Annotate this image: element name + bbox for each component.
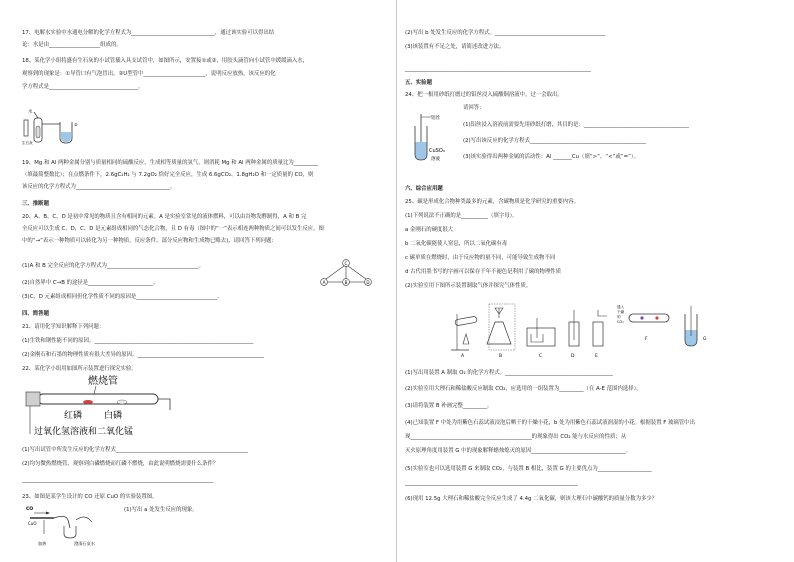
section-3-heading: 三、推断题 — [22, 201, 49, 207]
combustion-tube-label: 燃烧管 — [88, 376, 118, 387]
q25-line-1: 25、碳是形成化合物种类最多的元素，含碳物质是化学研究的重要内容。 — [405, 199, 579, 205]
f-text-2: 干燥 — [617, 310, 625, 314]
label-f: F — [645, 337, 648, 342]
q19-line-2: （填最简整数比）；在点燃条件下，2.6gC₂H₂ 与 7.2gO₂ 恰好完全反应，生成 6.6gCO₂、1.8gH₂O 和一定质量的 CO，则 — [22, 172, 314, 178]
q21-line-2: (1)生铁和钢性能不同的原因。___________________________________________________________ — [22, 338, 254, 344]
white-phosphorus-label: 白磷 — [104, 411, 123, 421]
q20-line-3: 中的“→”表示一种物质可以转化为另一种物质，反应条件、部分反应物和生成物已略去)，请回答下列问题: — [22, 238, 274, 244]
q25-sub-3: (3)请将装置 B 补画完整_________。 — [405, 403, 493, 409]
q22-apparatus-figure — [26, 376, 176, 438]
label-d: D — [571, 354, 575, 359]
q23-apparatus-figure — [26, 504, 116, 548]
q24-sub-3: (3)该实验得出两种金属的活动性：Al _______Cu（填“>”、“<”或“=”）。 — [463, 154, 640, 160]
column-divider — [396, 0, 397, 562]
q23-answer-line: _____________________________________________________________________ — [405, 66, 591, 72]
q25-line-3: (2)实验室用下图所示装置制取气体并探究气体性质。 — [405, 283, 532, 289]
q20-line-2: 全反应可以生成 C、D，C、D 是元素组成相同的气态化合物，且 D 有毒（图中的“一”表示相连两种物质之间可以发生反应，图 — [22, 226, 324, 232]
heat-label: 加热 — [38, 541, 47, 546]
q25-sub-1: (1)写出用装置 A 制取 O₂ 的化学方程式。________________________________________ — [405, 370, 613, 376]
q20-relation-diagram — [316, 258, 376, 294]
f-text-1: 通入 — [617, 305, 625, 309]
q18-apparatus-figure — [22, 108, 92, 146]
node-d: D — [366, 279, 370, 285]
q17-line-2: 论：水是由___________________组成的。 — [22, 42, 122, 48]
section-6-heading: 六、综合应用题 — [405, 186, 443, 192]
q18-line-3: 学方程式是_________________________________。 — [22, 84, 144, 90]
section-5-heading: 五、实验题 — [405, 80, 432, 86]
q25-line-2: (1)下列说法不正确的是__________（填字母）。 — [405, 213, 518, 219]
section-4-heading: 四、简答题 — [22, 311, 49, 317]
q24-test-tube-figure — [409, 112, 459, 170]
q23-line: 23、如图是某学生设计的 CO 还原 CuO 的实验装置图。 — [22, 494, 158, 500]
cuso4-label: CuSO₄ — [429, 148, 445, 154]
q22-sub-1: (1)写出试管中所发生反应的化学方程式_________________________________________________ — [22, 447, 248, 453]
q21-line-1: 21、请用化学知识解释下列问题： — [22, 324, 105, 330]
q21-line-3: (2)金刚石和石墨的物理性质有很大差异的原因。_______________________________________________ — [22, 352, 265, 358]
q19-line-3: 该反应的化学方程式为___________________________________。 — [22, 184, 176, 190]
node-a: A — [322, 279, 326, 285]
node-b: B — [344, 279, 348, 285]
limewater-label: 澄清石灰水 — [74, 541, 95, 546]
q22-sub-3: _______________________________________________________________________ — [22, 477, 214, 483]
q25-sub-4c: 灭火原理角度用装置 G 中的现象解释蜡烛熄灭的原因___________________________________。 — [405, 448, 631, 454]
q18-line-1: 18、某化学小组将盛有生石灰的小试管插入具支试管中，如图所示，安置接①或②，用胶头滴管向小试管中缓缓滴入水， — [22, 58, 309, 64]
red-phosphorus-label: 红磷 — [64, 411, 83, 421]
q25-sub-6: (6)现用 12.5g 大理石和稀盐酸完全反应生成了 4.4g 二氧化碳，则该大理石中碳酸钙的质量分数为多少？ — [405, 496, 658, 502]
al-wire-label: 铝丝 — [431, 116, 440, 121]
label-b: B — [499, 354, 503, 359]
q24-ask: 请回答： — [463, 105, 485, 111]
label-e: E — [595, 354, 598, 359]
svg-text:②: ② — [74, 122, 78, 127]
solution-label: 溶液 — [431, 157, 440, 162]
q25-option-d: d 古代用墨书写的字画可以保存千年不褪色是利用了碳的物理性质 — [405, 269, 562, 275]
q19-line-1: 19、Mg 和 Al 两种金属分别与质量相同的硫酸反应，生成相等质量的氢气，则消耗 Mg 和 Al 两种金属的质量比为_________ — [22, 160, 319, 166]
label-a: A — [461, 354, 465, 359]
f-text-4: CO₂ — [617, 320, 624, 324]
q25-option-a: a 金刚石的硬度很大 — [405, 227, 454, 233]
q18-water-label: 水 — [28, 110, 33, 115]
peroxide-liquid-label: 过氧化氢溶液和二氧化锰 — [34, 427, 134, 437]
q22-line: 22、某化学小组用如图所示装置进行探究实验。 — [22, 366, 137, 372]
q20-line-1: 20、A、B、C、D 是初中常见的物质且含有相同的元素。A 是实验室常见的液体燃料，可以由谷物发酵制得，A 和 B 完 — [22, 214, 307, 220]
q25-apparatus-figure — [447, 300, 717, 358]
q25-sub-5: (5)实验室也可以选用装置 G 来制取 CO₂，与装置 B 相比，装置 G 的主要优点为____________________ — [405, 466, 652, 472]
label-c: C — [539, 354, 543, 359]
cuo-label: CuO — [28, 521, 37, 526]
q25-sub-5b: ________________________________________________________________ — [405, 480, 578, 486]
q25-sub-4: (4)已知装置 F 中处为用紫色石蕊试液浸泡后晒干的干燥小花，b 处为用紫色石蕊试液润湿的小花。根据装置 F 玻璃管中出 — [405, 420, 695, 426]
q25-sub-4b: 现_____________________________________________的现象得出 CO₂ 能与水反应的性质；从 — [405, 434, 627, 440]
q24-sub-2: (2)写出该反应的化学方程式___________________________________________ — [463, 138, 646, 144]
q24-line: 24、把一根用砂纸打磨过的铝丝浸入硫酸铜溶液中，过一会取出。 — [405, 92, 563, 98]
q25-option-c: c 碳单质在燃烧时，由于反应物的量不同，可能导致生成物不同 — [405, 255, 556, 261]
q20-sub-1: (1)A 和 B 完全反应的化学方程式为__________________________________。 — [22, 263, 204, 269]
node-c: C — [344, 260, 348, 266]
q24-sub-1: (1)铝丝浸入溶液前需要先用砂纸打磨，其目的是：_______________________________________ — [463, 122, 689, 128]
q20-sub-2: (2)自然界中 C→B 的途径是________________________。 — [22, 280, 159, 286]
label-g: G — [703, 337, 707, 342]
q18-lime-label: 生石灰 — [22, 141, 33, 145]
q23-sub-3: (3)该装置有不足之处，请简述改进方法。 — [405, 44, 505, 50]
q23-sub-2: (2)写出 b 处发生反应的化学方程式。_________________________________________ — [405, 30, 606, 36]
q25-sub-2: (2)实验室用大理石和稀盐酸反应制取 CO₂，应选用的一组装置为_________（在 A-E 范围内选择）。 — [405, 386, 642, 392]
q18-line-2: 观察到的现象是：①导管口有气泡冒出，②U型管中_______________________，说明反应放热，该反应的化 — [22, 71, 276, 77]
q20-sub-3: (3)C、D 元素组成相同但化学性质不同的原因是______________________________。 — [22, 294, 223, 300]
co-label: CO — [26, 507, 34, 512]
q17-line-1: 17、电解水实验中水通电分解的化学方程式为_______________________________，通过该实验可以得出结 — [22, 30, 275, 36]
q25-option-b: b 二氧化碳能使人窒息，所以二氧化碳有毒 — [405, 241, 508, 247]
q22-sub-2: (2)均匀微热燃烧管，观察到白磷燃烧而红磷不燃烧，由此说明燃烧需要什么条件？ — [22, 461, 219, 467]
f-text-3: 的 — [617, 315, 621, 319]
q23-sub-1: (1)写出 a 处发生反应的现象。 — [124, 507, 198, 513]
